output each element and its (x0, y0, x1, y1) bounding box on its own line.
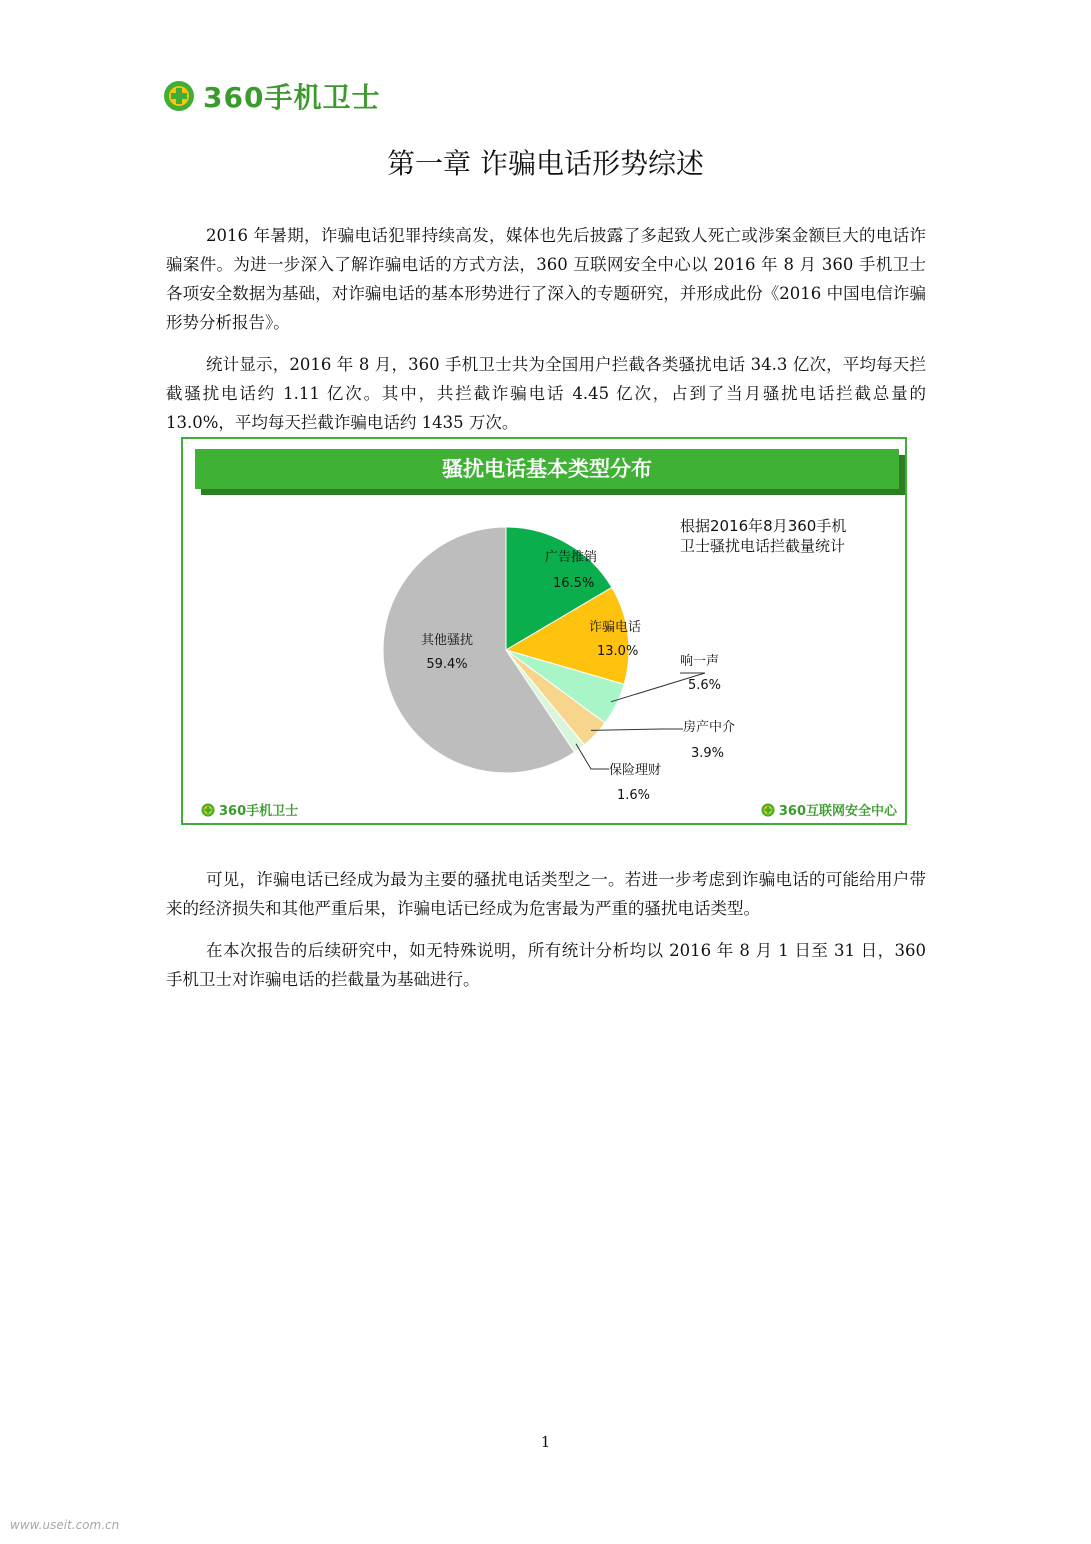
paragraph-conclusion: 可见，诈骗电话已经成为最为主要的骚扰电话类型之一。若进一步考虑到诈骗电话的可能给用户带来的经济损失和其他严重后果，诈骗电话已经成为危害最为严重的骚扰电话类型。 (166, 869, 926, 918)
pie-chart-frame (181, 437, 907, 825)
chart-note: 根据2016年8月360手机 卫士骚扰电话拦截量统计 (680, 517, 847, 555)
watermark: www.useit.com.cn (10, 1518, 120, 1532)
chart-title: 骚扰电话基本类型分布 (195, 449, 899, 489)
page-number: 1 (540, 1433, 551, 1451)
footer-left-text: 360手机卫士 (219, 804, 299, 819)
footer-logo-right (761, 800, 897, 819)
slice-value: 16.5% (553, 576, 595, 591)
slice-label: 诈骗电话 (589, 620, 642, 635)
slice-label: 房产中介 (683, 720, 736, 735)
pie-chart (183, 439, 905, 823)
chapter-title: 第一章 诈骗电话形势综述 (387, 147, 704, 180)
slice-value: 13.0% (597, 644, 639, 659)
slice-label: 响一声 (680, 654, 720, 669)
slice-value: 5.6% (688, 678, 722, 693)
slice-label: 保险理财 (609, 763, 662, 778)
shield-plus-icon (163, 80, 195, 112)
footer-right-text: 360互联网安全中心 (778, 804, 897, 819)
shield-plus-icon (201, 803, 215, 817)
footer-logo-left (201, 800, 298, 819)
slice-label: 广告推销 (545, 550, 598, 565)
shield-plus-icon (761, 803, 775, 817)
slice-value: 59.4% (426, 657, 468, 672)
logo-text: 360手机卫士 (203, 81, 381, 114)
brand-logo (163, 78, 380, 114)
paragraph-statistics: 统计显示，2016 年 8 月，360 手机卫士共为全国用户拦截各类骚扰电话 34.3 亿次，平均每天拦截骚扰电话约 1.11 亿次。其中，共拦截诈骗电话 4.45 亿次，占到了当月骚扰电话拦截总量的 13.0%，平均每天拦截诈骗电话约 1435 万次。 (166, 354, 926, 432)
slice-label: 其他骚扰 (420, 633, 474, 648)
slice-value: 1.6% (617, 788, 651, 803)
paragraph-scope: 在本次报告的后续研究中，如无特殊说明，所有统计分析均以 2016 年 8 月 1 日至 31 日，360 手机卫士对诈骗电话的拦截量为基础进行。 (166, 940, 926, 989)
paragraph-intro: 2016 年暑期，诈骗电话犯罪持续高发，媒体也先后披露了多起致人死亡或涉案金额巨大的电话诈骗案件。为进一步深入了解诈骗电话的方式方法，360 互联网安全中心以 2016 年 8 月 360 手机卫士各项安全数据为基础，对诈骗电话的基本形势进行了深入的专题研究，并形成此份《2016 中国电信诈骗形势分析报告》。 (166, 225, 926, 332)
slice-value: 3.9% (691, 746, 725, 761)
leader-line (591, 729, 683, 730)
